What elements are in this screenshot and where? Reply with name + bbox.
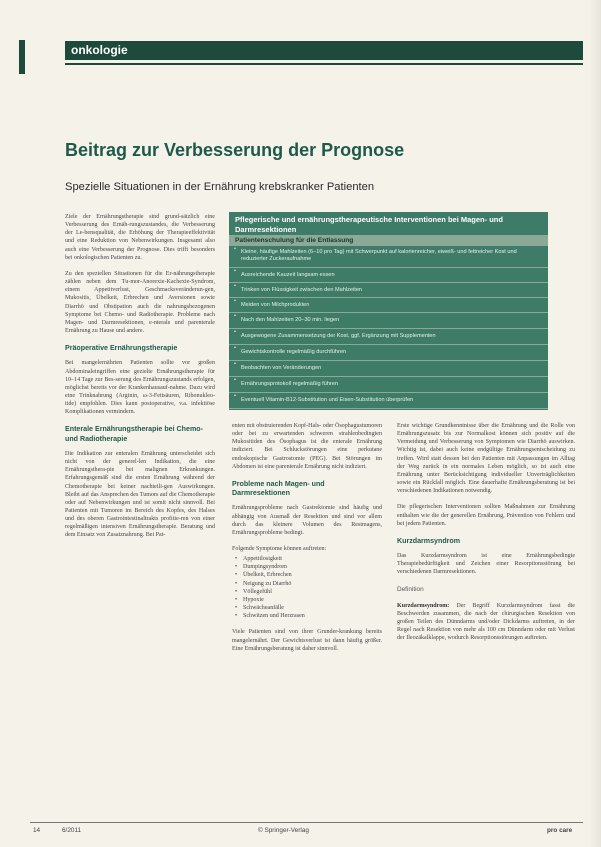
section-banner: onkologie [65, 41, 583, 60]
info-box-item: • Ernährungsprotokoll regelmäßig führen [229, 377, 548, 393]
article-title: Beitrag zur Verbesserung der Prognose [65, 140, 405, 160]
paragraph: enten mit obstruierenden Kopf-Hals- oder Ösophagustumoren oder bei zu erwartenden schweren strahlenbedingten Mukositiden des Ösophagus ist die enterale Ernährung indiziert. Bei Schluckstörungen eine perkutane endoskopische Gastrostomie (PEG). Bei Störungen im Abdomen ist eine parenterale Ernährung nicht indiziert. [232, 423, 382, 470]
paragraph: Folgende Symptome können auftreten: [232, 545, 327, 552]
paragraph: Viele Patienten sind von ihrer Grunder-krankung bereits mangelernährt. Der Gewichtsverlust ist dann häufig größer. Eine Ernährungsberatung ist daher sinnvoll. [232, 629, 382, 652]
paragraph: Das Kurzdarmsyndrom ist eine Ernährungsbedingte Therapiebedürftigkeit und Zeichen einer Resorptionsstörung bei verschiedenen Darmresektionen. [397, 553, 575, 576]
section-marker [19, 40, 25, 74]
list-item: • Neigung zu Diarrhö [232, 580, 382, 588]
text-column-2 [232, 422, 382, 653]
list-item: • Völlegefühl [232, 588, 382, 596]
list-item: • Übelkeit, Erbrechen [232, 571, 382, 579]
publisher: © Springer-Verlag [258, 827, 309, 834]
paragraph: Bei mangelernährten Patienten sollte vor großen Abdominaleingriffen eine gezielte Ernährungstherapie für 10–14 Tage zur Bes-serung des Ernährungszustands erfolgen, möglichst bereits vor der Krankenhausauf-nahme. Dazu wird eine Trinknahrung (Arginin, ω-3-Fettsäuren, Ribonukleo-tide) empfohlen. Dies kann postoperative, v.a. infektiöse Komplikationen vermindern. [65, 360, 215, 416]
page-number: 14 [33, 827, 41, 834]
page-edge-shadow [589, 0, 601, 847]
list-item: • Schwitzen und Herzrasen [232, 612, 382, 620]
article-subtitle: Spezielle Situationen in der Ernährung krebskranker Patienten [65, 181, 375, 193]
info-box-item: • Ausgewogene Zusammensetzung der Kost, ggf. Ergänzung mit Supplementen [229, 329, 548, 345]
journal-brand: pro care [547, 827, 573, 834]
banner-rule [65, 63, 583, 65]
info-box-item: • Ausreichende Kauzeit langsam essen [229, 268, 548, 283]
info-box-item: • Beobachten von Veränderungen [229, 361, 548, 377]
info-box-subtitle: Patientenschulung für die Entlassung [229, 235, 548, 246]
symptom-list [232, 555, 382, 620]
section-heading: Probleme nach Magen- und Darmresektionen [232, 479, 325, 498]
paragraph: Die pflegerischen Interventionen sollten Maßnahmen zur Ernährung enthalten wie die der generellen Ernährung, Prävention von Fehlern und bei jedem Patienten. [397, 504, 575, 527]
paragraph: Ernährungsprobleme nach Gastrektomie sind häufig und abhängig von Ausmaß der Resektion und sind vor allem durch das kleinere Volumen des Restmagens, Ernährungsprobleme bedingt. [232, 505, 382, 536]
paragraph [397, 602, 575, 643]
info-box-item: • Trinken von Flüssigkeit zwischen den Mahlzeiten [229, 283, 548, 298]
text-column-1 [65, 213, 215, 540]
definition-text: Der Begriff Kurzdarmsyndrom fasst die Beschwerden zusammen, die nach der chirurgischen Resektion von großen Teilen des Dünndarms und/oder Dickdarms auftreten, in der Regel nach Resektion von mehr als 100 cm Dünndarm oder mit Verlust der Ileozäkalklappe, wodurch Resorptionsstörungen auftreten. [397, 602, 575, 642]
section-heading: Präoperative Ernährungstherapie [65, 344, 178, 353]
info-box-item: • Eventuell Vitamin-B12-Substitution und Eisen-Substitution überprüfen [229, 393, 548, 409]
paragraph: Zu den speziellen Situationen für die Er-nährungstherapie zählen neben dem Tu-mor-Anorexie-Kachexie-Syndrom, einem Appetitverlust, Geschmacksveränderun-gen, Mukositis, Übelkeit, Erbrechen und Aversionen sowie Diarrhö und Obstipation auch die nahrungsbezogenen Symptome bei Chemo- und Radiotherapie. Probleme nach Magen- und Darmresektionen, e-nterale und parenterale Ernährung zu Hause und andere. [65, 270, 215, 335]
info-box-item: • Kleine, häufige Mahlzeiten (6–10 pro Tag) mit Schwerpunkt auf kalorienreicher, eiweiß- und fettreicher Kost und reduzierter Zuckeraufnahme [229, 246, 548, 268]
definition-label: Definition [397, 585, 424, 593]
paragraph: Ziele der Ernährungstherapie sind grund-sätzlich eine Verbesserung des Ernäh-rungszustandes, die Verbesserung der Le-bensqualität, die Erhöhung der Therapieeffektivität und eine Reduktion von Nebenwirkungen. Insgesamt also auch eine Verbesserung der Prognose. Dies trifft besonders bei onkologischen Patienten zu. [65, 214, 215, 261]
list-item: • Schwächeanfälle [232, 604, 382, 612]
info-box-title: Pflegerische und ernährungstherapeutische Interventionen bei Magen- und Darmresektionen [235, 215, 503, 234]
text-column-3 [397, 422, 575, 643]
paragraph: Erste wichtige Grundkenntnisse über die Ernährung und die Rolle von Ernährungszusatz bis zur Normalkost können sich positiv auf die Vermeidung und Verbesserung von Symptomen wie Diarrhö auswirken. Wichtig ist, dabei auch keine endgültige Ernährungsentscheidung zu treffen. Wird statt dessen bei den Patienten mit Anpassungen im Alltag der Weg zurück in ein normales Leben möglich, so ist auch eine Ernährung unter Berücksichtigung individueller Unverträglichkeiten sowie ein Rückfall möglich. Eine dauerhafte Ernährungsberatung ist bei verschiedenen Indikationen notwendig. [397, 423, 575, 495]
footer-rule [30, 822, 583, 823]
section-heading: Enterale Ernährungstherapie bei Chemo- und Radiotherapie [65, 425, 203, 443]
list-item: • Appetitlosigkeit [232, 555, 382, 563]
info-box-item: • Gewichtskontrolle regelmäßig durchführen [229, 345, 548, 361]
paragraph: Die Indikation zur enteralen Ernährung unterscheidet sich nicht von der generel-len Indikation, die eine Ernährungsthera-pie bei malignen Erkrankungen. Erfahrungsgemäß sind die ersten Ernährung während der Chemotherapie bei keiner nachteili-gen Auswirkungen. Bleibt auf das Ansprechen des Tumors auf die Chemotherapie oder auf Nebenwirkungen und ist somit nicht sinnvoll. Bei Patienten mit Tumoren im Bereich des Kopfes, des Halses und des oberen Gastrointestinaltrakts profitie-ren von einer regelmäßigen intensiven Ernährungstherapie. Beratung und dem Einsatz von Zusatznahrung. Bei Pat- [65, 450, 215, 539]
definition-term: Kurzdarmsyndrom: [397, 602, 450, 609]
list-item: • Dumpingsyndrom [232, 563, 382, 571]
section-heading: Kurzdarmsyndrom [397, 536, 461, 545]
info-box-item: • Meiden von Milchprodukten [229, 298, 548, 313]
info-box [229, 212, 548, 410]
list-item: • Hypoxie [232, 596, 382, 604]
issue-number: 6/2011 [62, 827, 82, 834]
info-box-list [229, 246, 548, 409]
info-box-item: • Nach den Mahlzeiten 20–30 min. liegen [229, 313, 548, 329]
